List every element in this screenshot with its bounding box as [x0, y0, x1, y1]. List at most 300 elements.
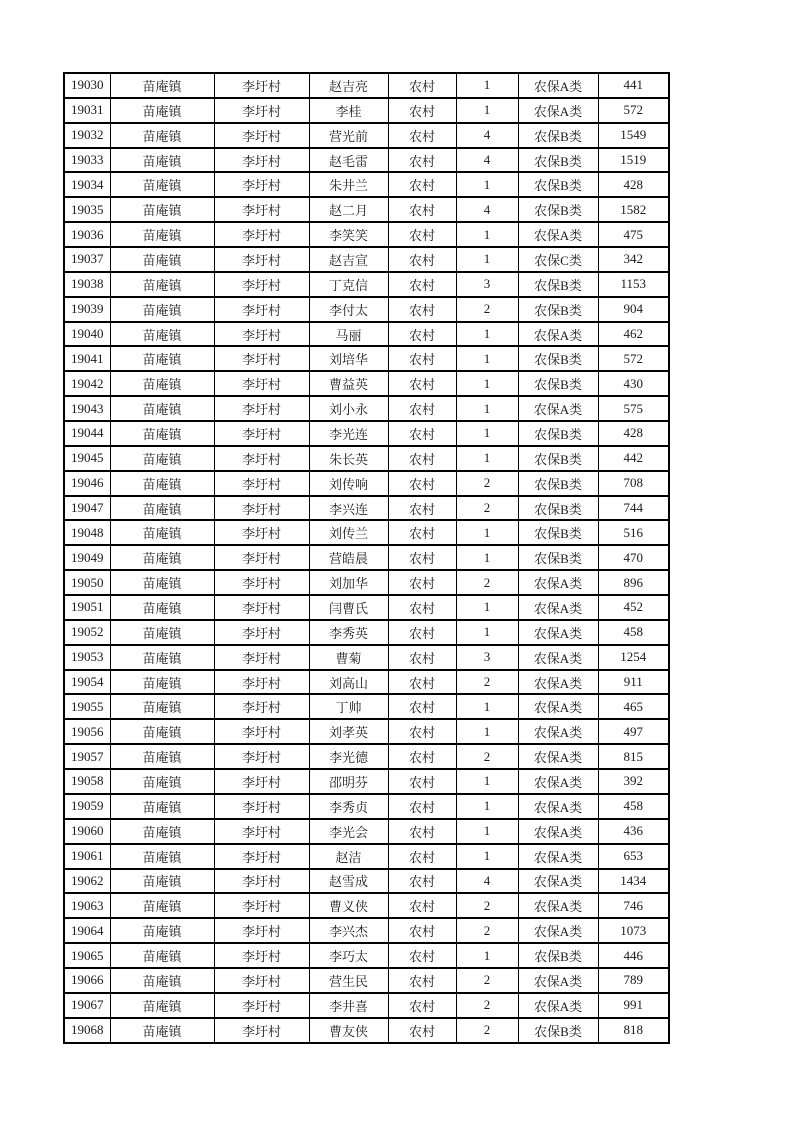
cell-insurance-type: 农保A类	[518, 570, 598, 595]
cell-town: 苗庵镇	[110, 322, 214, 347]
cell-amount: 446	[598, 943, 669, 968]
cell-id: 19052	[64, 620, 110, 645]
cell-id: 19063	[64, 893, 110, 918]
cell-count: 1	[456, 545, 518, 570]
cell-name: 李桂	[309, 98, 388, 123]
cell-count: 1	[456, 694, 518, 719]
table-row	[64, 222, 669, 247]
cell-count: 2	[456, 1018, 518, 1043]
cell-insurance-type: 农保B类	[518, 471, 598, 496]
cell-village: 李圩村	[214, 645, 309, 670]
cell-insurance-type: 农保B类	[518, 148, 598, 173]
cell-amount: 1153	[598, 272, 669, 297]
cell-town: 苗庵镇	[110, 694, 214, 719]
cell-name: 营皓晨	[309, 545, 388, 570]
cell-amount: 1254	[598, 645, 669, 670]
cell-town: 苗庵镇	[110, 496, 214, 521]
cell-id: 19044	[64, 421, 110, 446]
cell-category: 农村	[388, 73, 456, 98]
cell-amount: 572	[598, 346, 669, 371]
cell-village: 李圩村	[214, 247, 309, 272]
table-row	[64, 1018, 669, 1043]
cell-insurance-type: 农保A类	[518, 968, 598, 993]
cell-name: 赵吉宣	[309, 247, 388, 272]
cell-name: 刘高山	[309, 670, 388, 695]
cell-town: 苗庵镇	[110, 968, 214, 993]
cell-village: 李圩村	[214, 98, 309, 123]
cell-village: 李圩村	[214, 172, 309, 197]
cell-town: 苗庵镇	[110, 148, 214, 173]
cell-insurance-type: 农保B类	[518, 421, 598, 446]
cell-village: 李圩村	[214, 123, 309, 148]
cell-id: 19032	[64, 123, 110, 148]
cell-count: 2	[456, 993, 518, 1018]
table-row	[64, 744, 669, 769]
cell-category: 农村	[388, 471, 456, 496]
cell-amount: 458	[598, 794, 669, 819]
cell-count: 1	[456, 371, 518, 396]
table-row	[64, 794, 669, 819]
cell-category: 农村	[388, 148, 456, 173]
cell-name: 刘培华	[309, 346, 388, 371]
cell-name: 李兴连	[309, 496, 388, 521]
cell-amount: 430	[598, 371, 669, 396]
cell-category: 农村	[388, 371, 456, 396]
table-row	[64, 893, 669, 918]
cell-town: 苗庵镇	[110, 645, 214, 670]
cell-town: 苗庵镇	[110, 222, 214, 247]
cell-name: 营光前	[309, 123, 388, 148]
cell-insurance-type: 农保A类	[518, 744, 598, 769]
cell-town: 苗庵镇	[110, 570, 214, 595]
cell-insurance-type: 农保A类	[518, 694, 598, 719]
table-row	[64, 570, 669, 595]
cell-town: 苗庵镇	[110, 272, 214, 297]
cell-village: 李圩村	[214, 869, 309, 894]
cell-town: 苗庵镇	[110, 247, 214, 272]
cell-town: 苗庵镇	[110, 893, 214, 918]
cell-count: 1	[456, 172, 518, 197]
cell-insurance-type: 农保B类	[518, 272, 598, 297]
cell-id: 19033	[64, 148, 110, 173]
cell-count: 1	[456, 620, 518, 645]
cell-village: 李圩村	[214, 222, 309, 247]
cell-count: 3	[456, 272, 518, 297]
cell-category: 农村	[388, 297, 456, 322]
cell-category: 农村	[388, 694, 456, 719]
cell-insurance-type: 农保B类	[518, 346, 598, 371]
cell-category: 农村	[388, 968, 456, 993]
cell-id: 19051	[64, 595, 110, 620]
table-row	[64, 421, 669, 446]
cell-amount: 497	[598, 719, 669, 744]
cell-category: 农村	[388, 247, 456, 272]
cell-amount: 470	[598, 545, 669, 570]
cell-name: 朱井兰	[309, 172, 388, 197]
cell-insurance-type: 农保B类	[518, 172, 598, 197]
cell-amount: 428	[598, 172, 669, 197]
cell-category: 农村	[388, 744, 456, 769]
cell-insurance-type: 农保A类	[518, 794, 598, 819]
cell-name: 营生民	[309, 968, 388, 993]
cell-count: 3	[456, 645, 518, 670]
cell-name: 李秀英	[309, 620, 388, 645]
table-row	[64, 446, 669, 471]
cell-town: 苗庵镇	[110, 918, 214, 943]
cell-amount: 789	[598, 968, 669, 993]
cell-insurance-type: 农保A类	[518, 918, 598, 943]
cell-name: 曹义侠	[309, 893, 388, 918]
cell-amount: 911	[598, 670, 669, 695]
table-row	[64, 844, 669, 869]
cell-category: 农村	[388, 794, 456, 819]
cell-insurance-type: 农保A类	[518, 869, 598, 894]
cell-id: 19054	[64, 670, 110, 695]
table-row	[64, 297, 669, 322]
table-row	[64, 545, 669, 570]
cell-count: 1	[456, 396, 518, 421]
cell-amount: 896	[598, 570, 669, 595]
table-row	[64, 595, 669, 620]
cell-amount: 436	[598, 819, 669, 844]
cell-id: 19041	[64, 346, 110, 371]
cell-count: 2	[456, 471, 518, 496]
table-row	[64, 98, 669, 123]
cell-town: 苗庵镇	[110, 396, 214, 421]
cell-town: 苗庵镇	[110, 819, 214, 844]
cell-insurance-type: 农保B类	[518, 496, 598, 521]
cell-town: 苗庵镇	[110, 346, 214, 371]
cell-id: 19058	[64, 769, 110, 794]
cell-category: 农村	[388, 322, 456, 347]
cell-name: 闫曹氏	[309, 595, 388, 620]
cell-id: 19034	[64, 172, 110, 197]
cell-amount: 653	[598, 844, 669, 869]
table-row	[64, 719, 669, 744]
cell-name: 赵吉亮	[309, 73, 388, 98]
cell-id: 19040	[64, 322, 110, 347]
cell-insurance-type: 农保B类	[518, 943, 598, 968]
table-row	[64, 620, 669, 645]
cell-name: 赵雪成	[309, 869, 388, 894]
cell-count: 1	[456, 943, 518, 968]
table-row	[64, 73, 669, 98]
table-row	[64, 869, 669, 894]
cell-category: 农村	[388, 893, 456, 918]
cell-amount: 1073	[598, 918, 669, 943]
cell-id: 19057	[64, 744, 110, 769]
cell-insurance-type: 农保A类	[518, 769, 598, 794]
cell-town: 苗庵镇	[110, 172, 214, 197]
cell-amount: 462	[598, 322, 669, 347]
cell-count: 1	[456, 769, 518, 794]
cell-name: 曹菊	[309, 645, 388, 670]
cell-count: 2	[456, 918, 518, 943]
cell-village: 李圩村	[214, 446, 309, 471]
cell-amount: 475	[598, 222, 669, 247]
cell-id: 19067	[64, 993, 110, 1018]
cell-amount: 575	[598, 396, 669, 421]
cell-id: 19035	[64, 197, 110, 222]
cell-name: 李兴杰	[309, 918, 388, 943]
cell-village: 李圩村	[214, 769, 309, 794]
cell-category: 农村	[388, 645, 456, 670]
cell-town: 苗庵镇	[110, 371, 214, 396]
cell-insurance-type: 农保B类	[518, 520, 598, 545]
table-row	[64, 272, 669, 297]
cell-count: 1	[456, 322, 518, 347]
cell-category: 农村	[388, 520, 456, 545]
cell-category: 农村	[388, 719, 456, 744]
cell-name: 丁帅	[309, 694, 388, 719]
cell-id: 19047	[64, 496, 110, 521]
cell-category: 农村	[388, 545, 456, 570]
cell-village: 李圩村	[214, 744, 309, 769]
cell-village: 李圩村	[214, 620, 309, 645]
cell-count: 4	[456, 197, 518, 222]
cell-id: 19039	[64, 297, 110, 322]
cell-category: 农村	[388, 123, 456, 148]
cell-category: 农村	[388, 869, 456, 894]
cell-town: 苗庵镇	[110, 769, 214, 794]
cell-town: 苗庵镇	[110, 421, 214, 446]
cell-count: 2	[456, 496, 518, 521]
cell-town: 苗庵镇	[110, 297, 214, 322]
cell-amount: 458	[598, 620, 669, 645]
cell-name: 赵洁	[309, 844, 388, 869]
table-row	[64, 918, 669, 943]
cell-village: 李圩村	[214, 396, 309, 421]
table-row	[64, 197, 669, 222]
cell-town: 苗庵镇	[110, 943, 214, 968]
cell-village: 李圩村	[214, 694, 309, 719]
cell-category: 农村	[388, 595, 456, 620]
cell-count: 1	[456, 98, 518, 123]
cell-village: 李圩村	[214, 993, 309, 1018]
cell-id: 19055	[64, 694, 110, 719]
cell-village: 李圩村	[214, 421, 309, 446]
cell-town: 苗庵镇	[110, 844, 214, 869]
cell-insurance-type: 农保B类	[518, 297, 598, 322]
cell-count: 4	[456, 148, 518, 173]
cell-count: 4	[456, 869, 518, 894]
cell-category: 农村	[388, 222, 456, 247]
cell-village: 李圩村	[214, 794, 309, 819]
cell-insurance-type: 农保A类	[518, 645, 598, 670]
cell-id: 19066	[64, 968, 110, 993]
table-row	[64, 471, 669, 496]
cell-town: 苗庵镇	[110, 595, 214, 620]
cell-amount: 744	[598, 496, 669, 521]
cell-count: 1	[456, 247, 518, 272]
cell-count: 1	[456, 719, 518, 744]
cell-village: 李圩村	[214, 545, 309, 570]
cell-count: 2	[456, 744, 518, 769]
table-row	[64, 993, 669, 1018]
table-row	[64, 322, 669, 347]
cell-insurance-type: 农保A类	[518, 98, 598, 123]
cell-category: 农村	[388, 197, 456, 222]
cell-insurance-type: 农保A类	[518, 819, 598, 844]
cell-village: 李圩村	[214, 570, 309, 595]
cell-name: 李秀贞	[309, 794, 388, 819]
cell-insurance-type: 农保A类	[518, 396, 598, 421]
table-row	[64, 769, 669, 794]
cell-name: 刘传兰	[309, 520, 388, 545]
table-row	[64, 968, 669, 993]
cell-category: 农村	[388, 670, 456, 695]
cell-village: 李圩村	[214, 968, 309, 993]
cell-insurance-type: 农保A类	[518, 719, 598, 744]
cell-insurance-type: 农保A类	[518, 670, 598, 695]
cell-id: 19043	[64, 396, 110, 421]
cell-insurance-type: 农保C类	[518, 247, 598, 272]
cell-id: 19038	[64, 272, 110, 297]
cell-insurance-type: 农保B类	[518, 1018, 598, 1043]
cell-category: 农村	[388, 396, 456, 421]
cell-name: 李光连	[309, 421, 388, 446]
cell-town: 苗庵镇	[110, 471, 214, 496]
cell-id: 19036	[64, 222, 110, 247]
table-row	[64, 943, 669, 968]
cell-village: 李圩村	[214, 719, 309, 744]
cell-village: 李圩村	[214, 148, 309, 173]
cell-name: 曹益英	[309, 371, 388, 396]
cell-name: 刘孝英	[309, 719, 388, 744]
cell-village: 李圩村	[214, 819, 309, 844]
cell-town: 苗庵镇	[110, 520, 214, 545]
cell-amount: 572	[598, 98, 669, 123]
cell-id: 19068	[64, 1018, 110, 1043]
cell-village: 李圩村	[214, 893, 309, 918]
cell-id: 19061	[64, 844, 110, 869]
cell-town: 苗庵镇	[110, 73, 214, 98]
cell-category: 农村	[388, 446, 456, 471]
cell-category: 农村	[388, 496, 456, 521]
table-row	[64, 247, 669, 272]
cell-amount: 465	[598, 694, 669, 719]
cell-village: 李圩村	[214, 272, 309, 297]
cell-category: 农村	[388, 272, 456, 297]
cell-village: 李圩村	[214, 670, 309, 695]
cell-town: 苗庵镇	[110, 794, 214, 819]
cell-id: 19056	[64, 719, 110, 744]
cell-name: 刘小永	[309, 396, 388, 421]
cell-category: 农村	[388, 421, 456, 446]
cell-id: 19065	[64, 943, 110, 968]
cell-amount: 991	[598, 993, 669, 1018]
cell-town: 苗庵镇	[110, 545, 214, 570]
cell-count: 1	[456, 595, 518, 620]
cell-insurance-type: 农保A类	[518, 322, 598, 347]
table-row	[64, 496, 669, 521]
cell-count: 1	[456, 844, 518, 869]
cell-name: 李巧太	[309, 943, 388, 968]
cell-village: 李圩村	[214, 73, 309, 98]
cell-count: 2	[456, 570, 518, 595]
table-row	[64, 520, 669, 545]
cell-name: 赵二月	[309, 197, 388, 222]
cell-category: 农村	[388, 918, 456, 943]
cell-insurance-type: 农保A类	[518, 620, 598, 645]
cell-category: 农村	[388, 993, 456, 1018]
cell-category: 农村	[388, 172, 456, 197]
cell-insurance-type: 农保B类	[518, 446, 598, 471]
cell-count: 1	[456, 346, 518, 371]
cell-count: 1	[456, 421, 518, 446]
cell-amount: 904	[598, 297, 669, 322]
cell-amount: 392	[598, 769, 669, 794]
cell-insurance-type: 农保B类	[518, 545, 598, 570]
cell-village: 李圩村	[214, 595, 309, 620]
cell-town: 苗庵镇	[110, 744, 214, 769]
cell-village: 李圩村	[214, 520, 309, 545]
cell-name: 赵毛雷	[309, 148, 388, 173]
cell-name: 李光德	[309, 744, 388, 769]
cell-name: 曹友侠	[309, 1018, 388, 1043]
cell-village: 李圩村	[214, 297, 309, 322]
cell-amount: 1582	[598, 197, 669, 222]
cell-count: 2	[456, 670, 518, 695]
cell-village: 李圩村	[214, 322, 309, 347]
cell-category: 农村	[388, 346, 456, 371]
cell-id: 19064	[64, 918, 110, 943]
cell-town: 苗庵镇	[110, 446, 214, 471]
cell-insurance-type: 农保A类	[518, 595, 598, 620]
cell-town: 苗庵镇	[110, 670, 214, 695]
cell-count: 2	[456, 297, 518, 322]
cell-amount: 342	[598, 247, 669, 272]
cell-id: 19045	[64, 446, 110, 471]
cell-insurance-type: 农保B类	[518, 371, 598, 396]
cell-village: 李圩村	[214, 918, 309, 943]
cell-amount: 442	[598, 446, 669, 471]
cell-town: 苗庵镇	[110, 869, 214, 894]
cell-town: 苗庵镇	[110, 993, 214, 1018]
cell-name: 李井喜	[309, 993, 388, 1018]
cell-name: 马丽	[309, 322, 388, 347]
cell-amount: 818	[598, 1018, 669, 1043]
cell-count: 1	[456, 222, 518, 247]
cell-name: 丁克信	[309, 272, 388, 297]
cell-insurance-type: 农保A类	[518, 844, 598, 869]
cell-category: 农村	[388, 570, 456, 595]
cell-amount: 441	[598, 73, 669, 98]
cell-name: 刘传响	[309, 471, 388, 496]
cell-name: 李笑笑	[309, 222, 388, 247]
cell-amount: 452	[598, 595, 669, 620]
cell-count: 1	[456, 819, 518, 844]
cell-id: 19059	[64, 794, 110, 819]
cell-count: 2	[456, 968, 518, 993]
table-row	[64, 148, 669, 173]
cell-name: 朱长英	[309, 446, 388, 471]
cell-category: 农村	[388, 844, 456, 869]
cell-category: 农村	[388, 819, 456, 844]
cell-count: 2	[456, 893, 518, 918]
table-row	[64, 172, 669, 197]
cell-name: 李光会	[309, 819, 388, 844]
cell-village: 李圩村	[214, 844, 309, 869]
cell-amount: 428	[598, 421, 669, 446]
cell-category: 农村	[388, 1018, 456, 1043]
cell-village: 李圩村	[214, 496, 309, 521]
cell-id: 19048	[64, 520, 110, 545]
table-row	[64, 123, 669, 148]
cell-insurance-type: 农保B类	[518, 197, 598, 222]
cell-id: 19037	[64, 247, 110, 272]
cell-amount: 1434	[598, 869, 669, 894]
